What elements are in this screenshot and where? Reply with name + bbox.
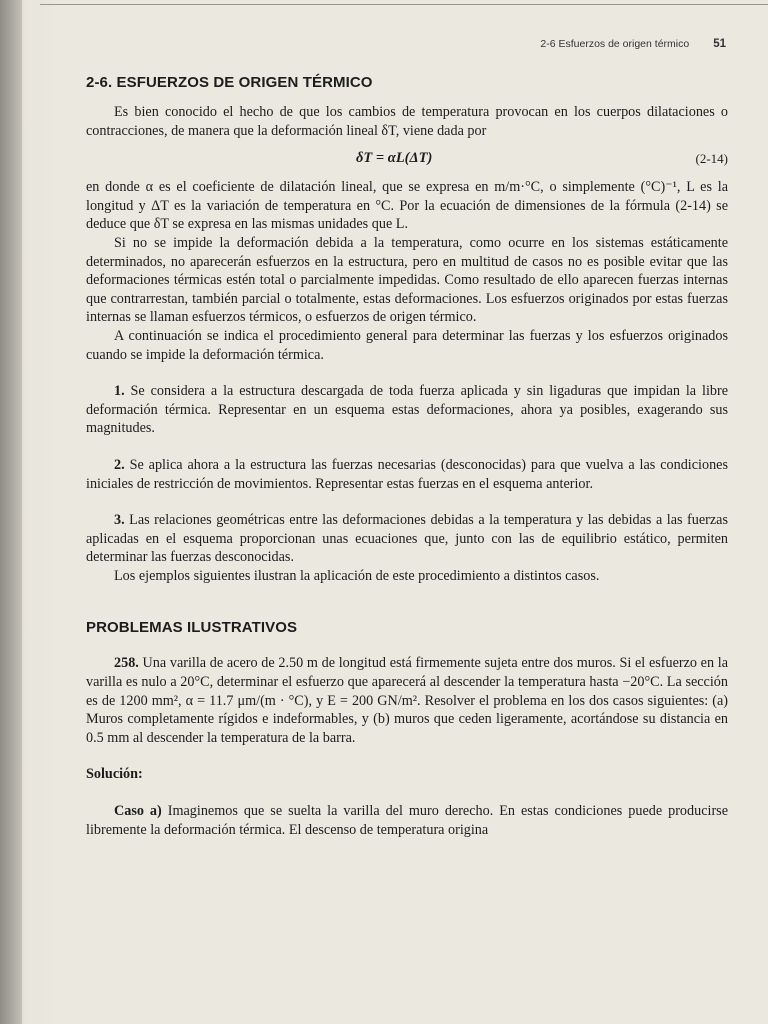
equation-block: [86, 150, 728, 172]
equation-formula: δT = αL(ΔT): [356, 150, 433, 167]
running-header: [540, 38, 726, 50]
step-text: Se considera a la estructura descargada de toda fuerza aplicada y sin ligaduras que impidan la libre deformación térmica. Representar en un esquema estas deformaciones, ahora ya posibles, exagerando sus magnitudes.: [86, 383, 728, 437]
paragraph-thermal-stress: Si no se impide la deformación debida a la temperatura, como ocurre en los sistemas estáticamente determinados, no aparecerán esfuerzos en la estructura, pero en multitud de casos no es posible evitar que las deformaciones térmicas estén total o parcialmente impedidas. Como resultado de ello aparecen fuerzas internas que contrarrestan, también parcial o totalmente, estas deformaciones. Los esfuerzos originados por estas fuerzas internas se llaman esfuerzos térmicos, o esfuerzos de origen térmico.: [86, 234, 728, 326]
closing-paragraph: Los ejemplos siguientes ilustran la aplicación de este procedimiento a distintos casos.: [114, 567, 600, 584]
equation-number: (2-14): [695, 151, 728, 167]
step-number: 1.: [114, 383, 125, 400]
book-spine-shadow: [0, 0, 22, 1024]
procedure-step-1: [86, 382, 728, 438]
problem-number: 258.: [114, 655, 139, 672]
step-number: 2.: [114, 456, 125, 473]
paragraph-definition: en donde α es el coeficiente de dilatación lineal, que se expresa en m/m·°C, o simplemente (°C)⁻¹, L es la longitud y ΔT es la variación de temperatura en °C. Por la ecuación de dimensiones de la fórmula (2-14) se deduce que δT se expresa en las mismas unidades que L.: [86, 179, 728, 233]
problem-text: Una varilla de acero de 2.50 m de longitud está firmemente sujeta entre dos muros. Si el esfuerzo en la varilla es nulo a 20°C, determinar el esfuerzo que aparecerá al descender la temperatura hasta −20°C. La sección es de 1200 mm², α = 11.7 μm/(m · °C), y E = 200 GN/m². Resolver el problema en los dos casos siguientes: (a) Muros completamente rígidos e indeformables, y (b) muros que ceden ligeramente, acortándose su distancia en 0.5 mm al descender la temperatura de la barra.: [86, 655, 729, 746]
problem-258: [86, 654, 728, 747]
section-title: 2-6. ESFUERZOS DE ORIGEN TÉRMICO: [86, 74, 373, 91]
step-text: Se aplica ahora a la estructura las fuerzas necesarias (desconocidas) para que vuelva a las condiciones iniciales de restricción de movimientos. Representar estas fuerzas en el esquema anterior.: [86, 456, 728, 492]
problems-title: PROBLEMAS ILUSTRATIVOS: [86, 619, 298, 637]
case-label: Caso a): [114, 803, 162, 820]
intro-paragraph: Es bien conocido el hecho de que los cambios de temperatura provocan en los cuerpos dilataciones o contracciones, de manera que la deformación lineal δT, viene dada por: [86, 104, 728, 139]
page-content: [86, 74, 728, 839]
procedure-step-3: [86, 511, 728, 567]
paragraph-procedure-intro: A continuación se indica el procedimiento general para determinar las fuerzas y los esfuerzos originados cuando se impide la deformación térmica.: [86, 327, 728, 363]
step-number: 3.: [114, 512, 125, 529]
solution-label: Solución:: [86, 766, 143, 783]
procedure-step-2: [86, 456, 728, 493]
page-number: 51: [713, 38, 726, 50]
case-text: Imaginemos que se suelta la varilla del muro derecho. En estas condiciones puede producirse libremente la deformación térmica. El descenso de temperatura origina: [86, 803, 728, 838]
running-title: 2-6 Esfuerzos de origen térmico: [540, 38, 690, 50]
step-text: Las relaciones geométricas entre las deformaciones debidas a la temperatura y las debidas a las fuerzas aplicadas en el esquema proporcionan unas ecuaciones que, junto con las de equilibrio estático, permiten determinar las fuerzas desconocidas.: [86, 512, 729, 566]
case-a-paragraph: [86, 802, 728, 839]
top-edge-line: [40, 4, 768, 5]
